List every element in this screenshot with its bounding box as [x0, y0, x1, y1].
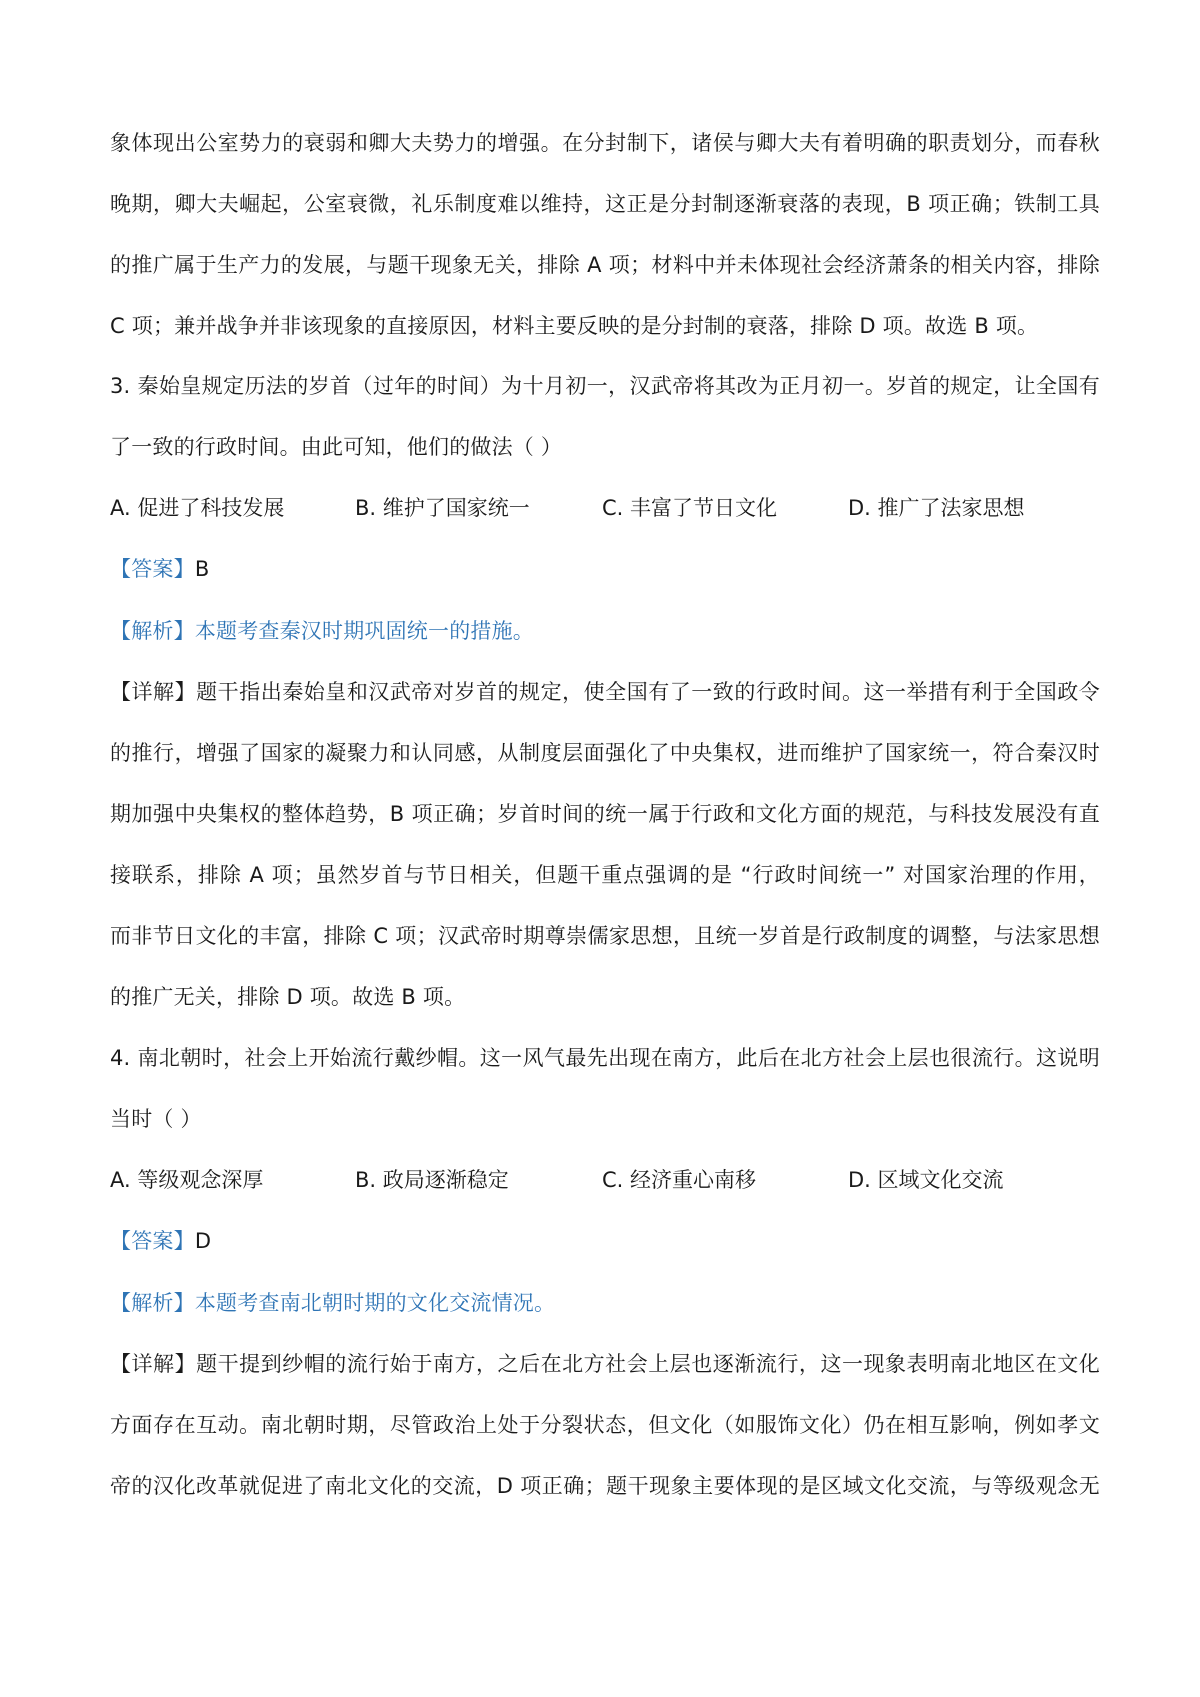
question-3-option-a: A. 促进了科技发展	[110, 496, 285, 520]
question-4-option-b: B. 政局逐渐稳定	[355, 1168, 509, 1192]
text-line: 的推广属于生产力的发展，与题干现象无关，排除 A 项；材料中并未体现社会经济萧条的相关内容，排除	[110, 253, 1100, 277]
text-line: 方面存在互动。南北朝时期，尽管政治上处于分裂状态，但文化（如服饰文化）仍在相互影响，例如孝文	[110, 1413, 1100, 1437]
detail-tag: 【详解】	[110, 1352, 197, 1376]
question-4-analysis	[110, 1288, 1100, 1318]
text-line: 的推广无关，排除 D 项。故选 B 项。	[110, 985, 466, 1009]
question-4-stem: 4. 南北朝时，社会上开始流行戴纱帽。这一风气最先出现在南方，此后在北方社会上层也很流行。这说明	[110, 1046, 1100, 1070]
question-4-answer	[110, 1226, 1100, 1256]
text-line: 象体现出公室势力的衰弱和卿大夫势力的增强。在分封制下，诸侯与卿大夫有着明确的职责划分，而春秋	[110, 131, 1100, 155]
question-4-option-a: A. 等级观念深厚	[110, 1168, 264, 1192]
question-3-answer	[110, 554, 1100, 584]
answer-tag: 【答案】	[110, 557, 195, 581]
text-line: 接联系，排除 A 项；虽然岁首与节日相关，但题干重点强调的是 “行政时间统一” 对国家治理的作用，	[110, 863, 1100, 887]
question-3-option-b: B. 维护了国家统一	[355, 496, 530, 520]
detail-tag: 【详解】	[110, 680, 197, 704]
text-line: 帝的汉化改革就促进了南北文化的交流，D 项正确；题干现象主要体现的是区域文化交流，与等级观念无	[110, 1474, 1100, 1498]
question-4-detail	[110, 1349, 1100, 1379]
question-3-analysis	[110, 616, 1100, 646]
detail-text: 题干指出秦始皇和汉武帝对岁首的规定，使全国有了一致的行政时间。这一举措有利于全国政令	[196, 680, 1100, 704]
answer-value: B	[194, 557, 210, 581]
analysis-tag: 【解析】	[110, 619, 195, 643]
question-4-stem: 当时（ ）	[110, 1107, 202, 1131]
text-line: C 项；兼并战争并非该现象的直接原因，材料主要反映的是分封制的衰落，排除 D 项。故选 B 项。	[110, 314, 1039, 338]
text-line: 晚期，卿大夫崛起，公室衰微，礼乐制度难以维持，这正是分封制逐渐衰落的表现，B 项正确；铁制工具	[110, 192, 1100, 216]
analysis-tag: 【解析】	[110, 1291, 195, 1315]
question-4-option-d: D. 区域文化交流	[848, 1168, 1004, 1192]
text-line: 期加强中央集权的整体趋势，B 项正确；岁首时间的统一属于行政和文化方面的规范，与科技发展没有直	[110, 802, 1100, 826]
analysis-text: 本题考查秦汉时期巩固统一的措施。	[194, 619, 535, 643]
question-3-option-d: D. 推广了法家思想	[848, 496, 1025, 520]
text-line: 而非节日文化的丰富，排除 C 项；汉武帝时期尊崇儒家思想，且统一岁首是行政制度的调整，与法家思想	[110, 924, 1101, 948]
question-4-option-c: C. 经济重心南移	[602, 1168, 757, 1192]
question-3-stem: 3. 秦始皇规定历法的岁首（过年的时间）为十月初一，汉武帝将其改为正月初一。岁首的规定，让全国有	[110, 374, 1100, 398]
analysis-text: 本题考查南北朝时期的文化交流情况。	[194, 1291, 556, 1315]
text-line: 的推行，增强了国家的凝聚力和认同感，从制度层面强化了中央集权，进而维护了国家统一，符合秦汉时	[110, 741, 1100, 765]
answer-tag: 【答案】	[110, 1229, 195, 1253]
answer-value: D	[194, 1229, 212, 1253]
question-3-option-c: C. 丰富了节日文化	[602, 496, 778, 520]
question-3-stem: 了一致的行政时间。由此可知，他们的做法（ ）	[110, 435, 563, 459]
question-3-detail	[110, 677, 1100, 707]
detail-text: 题干提到纱帽的流行始于南方，之后在北方社会上层也逐渐流行，这一现象表明南北地区在文化	[196, 1352, 1100, 1376]
